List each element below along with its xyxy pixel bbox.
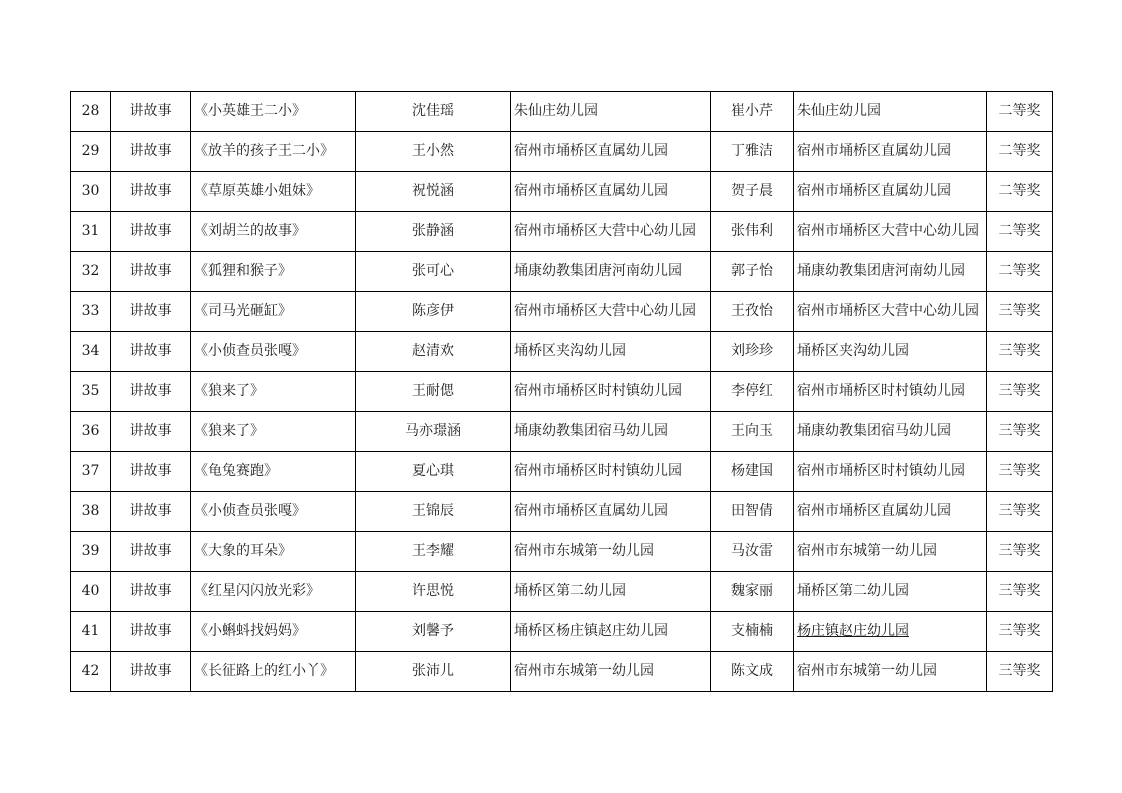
- teacher-unit-cell: [794, 332, 987, 372]
- school-text: 宿州市埇桥区大营中心幼儿园: [514, 303, 696, 319]
- story-title-cell: [191, 412, 356, 452]
- award-text: 三等奖: [998, 583, 1041, 599]
- school-cell: [511, 172, 711, 212]
- table-row: [71, 292, 1053, 332]
- award-text: 三等奖: [998, 623, 1041, 639]
- student-name-text: 马亦璟涵: [405, 423, 461, 439]
- school-text: 埇康幼教集团宿马幼儿园: [514, 423, 668, 439]
- teacher-unit-cell: [794, 492, 987, 532]
- category-cell: [111, 332, 191, 372]
- awards-table: [70, 91, 1053, 692]
- award-text: 三等奖: [998, 463, 1041, 479]
- teacher-unit-text: 宿州市埇桥区大营中心幼儿园: [797, 223, 979, 239]
- award-cell: [987, 92, 1053, 132]
- category-text: 讲故事: [129, 503, 172, 519]
- teacher-cell: [711, 92, 794, 132]
- student-name-text: 夏心琪: [412, 463, 454, 479]
- student-name-cell: [356, 612, 511, 652]
- story-title-text: 《小蝌蚪找妈妈》: [194, 623, 306, 639]
- award-cell: [987, 372, 1053, 412]
- story-title-text: 《小英雄王二小》: [194, 103, 306, 119]
- school-cell: [511, 212, 711, 252]
- school-cell: [511, 532, 711, 572]
- row-number-cell: [71, 252, 111, 292]
- teacher-unit-cell: [794, 92, 987, 132]
- award-cell: [987, 652, 1053, 692]
- row-number-text: 35: [81, 383, 100, 399]
- teacher-unit-cell: [794, 452, 987, 492]
- table-row: [71, 452, 1053, 492]
- award-text: 三等奖: [998, 343, 1041, 359]
- category-text: 讲故事: [129, 663, 172, 679]
- student-name-cell: [356, 492, 511, 532]
- student-name-text: 陈彦伊: [412, 303, 454, 319]
- teacher-cell: [711, 132, 794, 172]
- story-title-text: 《长征路上的红小丫》: [194, 663, 334, 679]
- student-name-cell: [356, 412, 511, 452]
- story-title-text: 《狼来了》: [194, 423, 264, 439]
- school-text: 埇桥区夹沟幼儿园: [514, 343, 626, 359]
- school-text: 宿州市埇桥区直属幼儿园: [514, 503, 668, 519]
- category-text: 讲故事: [129, 423, 172, 439]
- category-cell: [111, 212, 191, 252]
- award-cell: [987, 532, 1053, 572]
- student-name-cell: [356, 252, 511, 292]
- award-text: 二等奖: [998, 263, 1041, 279]
- table-row: [71, 412, 1053, 452]
- school-cell: [511, 332, 711, 372]
- row-number-cell: [71, 172, 111, 212]
- row-number-cell: [71, 412, 111, 452]
- story-title-cell: [191, 452, 356, 492]
- row-number-text: 34: [81, 343, 100, 359]
- school-cell: [511, 372, 711, 412]
- category-text: 讲故事: [129, 383, 172, 399]
- award-cell: [987, 212, 1053, 252]
- student-name-text: 王耐偲: [412, 383, 454, 399]
- category-cell: [111, 92, 191, 132]
- student-name-text: 张静涵: [412, 223, 454, 239]
- teacher-unit-text: 宿州市埇桥区直属幼儿园: [797, 183, 951, 199]
- category-text: 讲故事: [129, 183, 172, 199]
- category-cell: [111, 572, 191, 612]
- award-cell: [987, 572, 1053, 612]
- teacher-text: 刘珍珍: [731, 343, 773, 359]
- award-text: 二等奖: [998, 143, 1041, 159]
- row-number-cell: [71, 132, 111, 172]
- table-row: [71, 252, 1053, 292]
- teacher-text: 贺子晨: [731, 183, 773, 199]
- row-number-text: 29: [81, 143, 100, 159]
- story-title-text: 《龟兔赛跑》: [194, 463, 278, 479]
- teacher-unit-text: 埇桥区第二幼儿园: [797, 583, 909, 599]
- teacher-cell: [711, 452, 794, 492]
- teacher-unit-cell: [794, 172, 987, 212]
- table-row: [71, 492, 1053, 532]
- teacher-text: 马汝雷: [731, 543, 773, 559]
- story-title-cell: [191, 292, 356, 332]
- school-text: 宿州市埇桥区时村镇幼儿园: [514, 383, 682, 399]
- story-title-cell: [191, 572, 356, 612]
- story-title-cell: [191, 612, 356, 652]
- category-cell: [111, 652, 191, 692]
- story-title-text: 《刘胡兰的故事》: [194, 223, 306, 239]
- row-number-cell: [71, 652, 111, 692]
- award-cell: [987, 292, 1053, 332]
- teacher-unit-text: 杨庄镇赵庄幼儿园: [797, 623, 909, 639]
- teacher-text: 魏家丽: [731, 583, 773, 599]
- table-row: [71, 372, 1053, 412]
- teacher-cell: [711, 532, 794, 572]
- teacher-unit-cell: [794, 212, 987, 252]
- award-text: 三等奖: [998, 303, 1041, 319]
- teacher-cell: [711, 492, 794, 532]
- category-text: 讲故事: [129, 103, 172, 119]
- category-cell: [111, 292, 191, 332]
- school-text: 埇康幼教集团唐河南幼儿园: [514, 263, 682, 279]
- teacher-unit-text: 朱仙庄幼儿园: [797, 103, 881, 119]
- award-cell: [987, 452, 1053, 492]
- school-text: 埇桥区第二幼儿园: [514, 583, 626, 599]
- school-cell: [511, 572, 711, 612]
- student-name-cell: [356, 452, 511, 492]
- school-text: 宿州市东城第一幼儿园: [514, 543, 654, 559]
- student-name-cell: [356, 532, 511, 572]
- table-row: [71, 612, 1053, 652]
- table-row: [71, 332, 1053, 372]
- table-row: [71, 572, 1053, 612]
- teacher-unit-text: 宿州市埇桥区直属幼儿园: [797, 143, 951, 159]
- teacher-unit-cell: [794, 612, 987, 652]
- teacher-unit-text: 宿州市东城第一幼儿园: [797, 663, 937, 679]
- award-cell: [987, 612, 1053, 652]
- category-cell: [111, 132, 191, 172]
- school-cell: [511, 292, 711, 332]
- teacher-text: 支楠楠: [731, 623, 773, 639]
- story-title-cell: [191, 252, 356, 292]
- student-name-cell: [356, 332, 511, 372]
- school-cell: [511, 492, 711, 532]
- award-cell: [987, 492, 1053, 532]
- student-name-text: 王李耀: [412, 543, 454, 559]
- row-number-text: 41: [81, 623, 100, 639]
- category-text: 讲故事: [129, 343, 172, 359]
- teacher-unit-text: 宿州市埇桥区时村镇幼儿园: [797, 383, 965, 399]
- category-text: 讲故事: [129, 303, 172, 319]
- teacher-text: 田智倩: [731, 503, 773, 519]
- story-title-cell: [191, 492, 356, 532]
- row-number-cell: [71, 452, 111, 492]
- teacher-text: 陈文成: [731, 663, 773, 679]
- school-cell: [511, 612, 711, 652]
- teacher-unit-text: 宿州市东城第一幼儿园: [797, 543, 937, 559]
- category-cell: [111, 532, 191, 572]
- teacher-text: 李停红: [731, 383, 773, 399]
- school-text: 朱仙庄幼儿园: [514, 103, 598, 119]
- row-number-cell: [71, 212, 111, 252]
- awards-table-body: [71, 92, 1053, 692]
- student-name-cell: [356, 132, 511, 172]
- teacher-unit-text: 宿州市埇桥区时村镇幼儿园: [797, 463, 965, 479]
- category-text: 讲故事: [129, 623, 172, 639]
- award-text: 二等奖: [998, 103, 1041, 119]
- row-number-text: 38: [81, 503, 100, 519]
- teacher-unit-text: 埇桥区夹沟幼儿园: [797, 343, 909, 359]
- category-text: 讲故事: [129, 543, 172, 559]
- teacher-unit-cell: [794, 292, 987, 332]
- row-number-text: 37: [81, 463, 100, 479]
- teacher-unit-cell: [794, 532, 987, 572]
- category-cell: [111, 492, 191, 532]
- story-title-cell: [191, 332, 356, 372]
- teacher-text: 杨建国: [731, 463, 773, 479]
- row-number-text: 39: [81, 543, 100, 559]
- row-number-text: 32: [81, 263, 100, 279]
- teacher-unit-text: 埇康幼教集团唐河南幼儿园: [797, 263, 965, 279]
- category-cell: [111, 172, 191, 212]
- row-number-text: 36: [81, 423, 100, 439]
- category-text: 讲故事: [129, 143, 172, 159]
- school-text: 宿州市埇桥区大营中心幼儿园: [514, 223, 696, 239]
- teacher-text: 王孜怡: [731, 303, 773, 319]
- story-title-cell: [191, 372, 356, 412]
- teacher-text: 丁雅洁: [731, 143, 773, 159]
- student-name-cell: [356, 572, 511, 612]
- student-name-text: 赵清欢: [412, 343, 454, 359]
- category-text: 讲故事: [129, 583, 172, 599]
- row-number-cell: [71, 92, 111, 132]
- category-text: 讲故事: [129, 463, 172, 479]
- story-title-text: 《小侦查员张嘎》: [194, 503, 306, 519]
- student-name-text: 刘馨予: [412, 623, 454, 639]
- story-title-text: 《放羊的孩子王二小》: [194, 143, 334, 159]
- award-cell: [987, 332, 1053, 372]
- teacher-cell: [711, 212, 794, 252]
- row-number-text: 40: [81, 583, 100, 599]
- story-title-cell: [191, 652, 356, 692]
- category-cell: [111, 412, 191, 452]
- award-text: 三等奖: [998, 423, 1041, 439]
- teacher-cell: [711, 172, 794, 212]
- story-title-text: 《司马光砸缸》: [194, 303, 292, 319]
- student-name-text: 王小然: [412, 143, 454, 159]
- row-number-cell: [71, 292, 111, 332]
- teacher-unit-cell: [794, 132, 987, 172]
- award-text: 三等奖: [998, 543, 1041, 559]
- row-number-text: 31: [81, 223, 100, 239]
- story-title-text: 《草原英雄小姐妹》: [194, 183, 320, 199]
- student-name-cell: [356, 212, 511, 252]
- school-text: 宿州市埇桥区时村镇幼儿园: [514, 463, 682, 479]
- school-text: 宿州市东城第一幼儿园: [514, 663, 654, 679]
- school-cell: [511, 652, 711, 692]
- award-cell: [987, 172, 1053, 212]
- row-number-cell: [71, 612, 111, 652]
- student-name-text: 沈佳瑶: [412, 103, 454, 119]
- award-text: 三等奖: [998, 663, 1041, 679]
- student-name-cell: [356, 172, 511, 212]
- teacher-unit-cell: [794, 252, 987, 292]
- teacher-text: 郭子怡: [731, 263, 773, 279]
- category-cell: [111, 612, 191, 652]
- school-text: 宿州市埇桥区直属幼儿园: [514, 183, 668, 199]
- table-row: [71, 532, 1053, 572]
- row-number-cell: [71, 372, 111, 412]
- story-title-cell: [191, 212, 356, 252]
- school-text: 埇桥区杨庄镇赵庄幼儿园: [514, 623, 668, 639]
- teacher-cell: [711, 572, 794, 612]
- table-row: [71, 92, 1053, 132]
- teacher-unit-text: 宿州市埇桥区大营中心幼儿园: [797, 303, 979, 319]
- teacher-text: 王向玉: [731, 423, 773, 439]
- teacher-text: 崔小芹: [731, 103, 773, 119]
- award-cell: [987, 412, 1053, 452]
- row-number-cell: [71, 492, 111, 532]
- row-number-cell: [71, 572, 111, 612]
- award-cell: [987, 132, 1053, 172]
- school-cell: [511, 452, 711, 492]
- row-number-text: 28: [81, 103, 100, 119]
- row-number-cell: [71, 532, 111, 572]
- category-cell: [111, 372, 191, 412]
- category-cell: [111, 452, 191, 492]
- teacher-cell: [711, 292, 794, 332]
- teacher-cell: [711, 332, 794, 372]
- teacher-cell: [711, 252, 794, 292]
- award-cell: [987, 252, 1053, 292]
- teacher-unit-text: 宿州市埇桥区直属幼儿园: [797, 503, 951, 519]
- row-number-text: 33: [81, 303, 100, 319]
- award-text: 三等奖: [998, 383, 1041, 399]
- award-text: 二等奖: [998, 223, 1041, 239]
- award-text: 二等奖: [998, 183, 1041, 199]
- story-title-text: 《狼来了》: [194, 383, 264, 399]
- student-name-text: 祝悦涵: [412, 183, 454, 199]
- category-text: 讲故事: [129, 223, 172, 239]
- row-number-cell: [71, 332, 111, 372]
- student-name-cell: [356, 372, 511, 412]
- student-name-text: 王锦辰: [412, 503, 454, 519]
- teacher-unit-cell: [794, 372, 987, 412]
- teacher-cell: [711, 372, 794, 412]
- story-title-cell: [191, 132, 356, 172]
- story-title-cell: [191, 172, 356, 212]
- category-cell: [111, 252, 191, 292]
- teacher-cell: [711, 612, 794, 652]
- story-title-cell: [191, 532, 356, 572]
- story-title-text: 《狐狸和猴子》: [194, 263, 292, 279]
- student-name-cell: [356, 92, 511, 132]
- student-name-text: 张沛儿: [412, 663, 454, 679]
- table-row: [71, 652, 1053, 692]
- award-text: 三等奖: [998, 503, 1041, 519]
- school-text: 宿州市埇桥区直属幼儿园: [514, 143, 668, 159]
- story-title-text: 《大象的耳朵》: [194, 543, 292, 559]
- school-cell: [511, 132, 711, 172]
- story-title-text: 《红星闪闪放光彩》: [194, 583, 320, 599]
- student-name-cell: [356, 652, 511, 692]
- school-cell: [511, 92, 711, 132]
- story-title-text: 《小侦查员张嘎》: [194, 343, 306, 359]
- student-name-text: 许思悦: [412, 583, 454, 599]
- row-number-text: 30: [81, 183, 100, 199]
- teacher-cell: [711, 412, 794, 452]
- table-row: [71, 172, 1053, 212]
- school-cell: [511, 412, 711, 452]
- table-row: [71, 132, 1053, 172]
- row-number-text: 42: [81, 663, 100, 679]
- teacher-unit-text: 埇康幼教集团宿马幼儿园: [797, 423, 951, 439]
- teacher-unit-cell: [794, 652, 987, 692]
- student-name-cell: [356, 292, 511, 332]
- category-text: 讲故事: [129, 263, 172, 279]
- school-cell: [511, 252, 711, 292]
- teacher-cell: [711, 652, 794, 692]
- story-title-cell: [191, 92, 356, 132]
- table-row: [71, 212, 1053, 252]
- student-name-text: 张可心: [412, 263, 454, 279]
- teacher-unit-cell: [794, 572, 987, 612]
- teacher-text: 张伟利: [731, 223, 773, 239]
- teacher-unit-cell: [794, 412, 987, 452]
